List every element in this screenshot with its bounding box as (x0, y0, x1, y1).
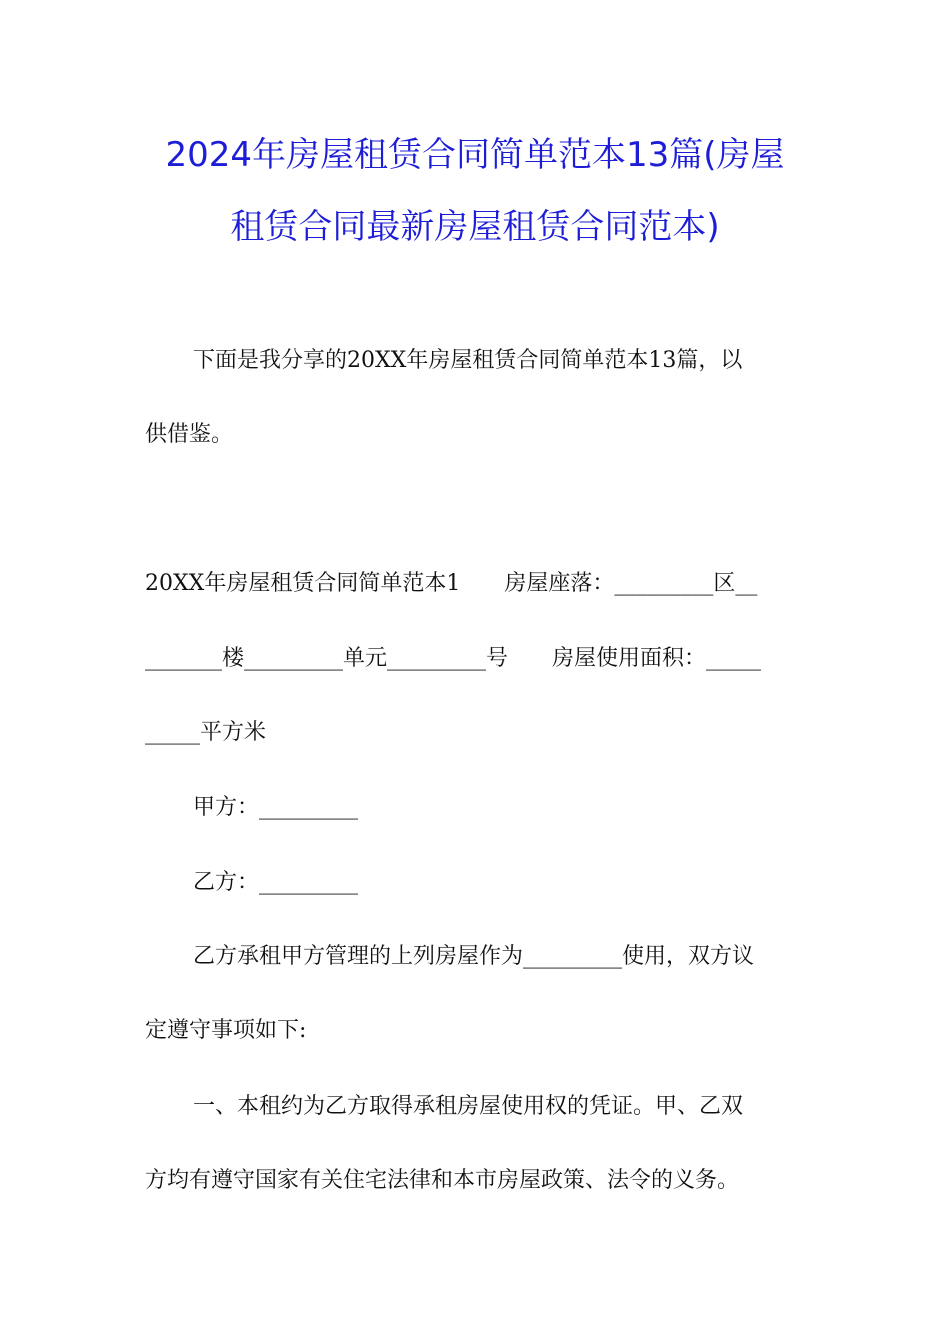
paragraph-1-line-1: 乙方承租甲方管理的上列房屋作为_________使用，双方议 (193, 944, 755, 969)
title-line-2: 租赁合同最新房屋租赁合同范本) (230, 207, 720, 247)
party-a-line: 甲方：_________ (193, 795, 359, 820)
clause-1-line-2: 方均有遵守国家有关住宅法律和本市房屋政策、法令的义务。 (145, 1168, 740, 1193)
section-1-line-2: _______楼_________单元_________号 房屋使用面积：_____ (145, 646, 762, 671)
section-1-line-3: _____平方米 (145, 720, 267, 745)
paragraph-1-line-2: 定遵守事项如下: (145, 1018, 307, 1043)
title-line-1: 2024年房屋租赁合同简单范本13篇(房屋 (165, 135, 785, 175)
section-1-line-1: 20XX年房屋租赁合同简单范本1 房屋座落：_________区__ (145, 571, 758, 596)
intro-line-1: 下面是我分享的20XX年房屋租赁合同简单范本13篇，以 (193, 348, 743, 373)
clause-1-line-1: 一、本租约为乙方取得承租房屋使用权的凭证。甲、乙双 (193, 1094, 744, 1119)
intro-line-2: 供借鉴。 (145, 422, 234, 447)
party-b-line: 乙方：_________ (193, 870, 359, 895)
